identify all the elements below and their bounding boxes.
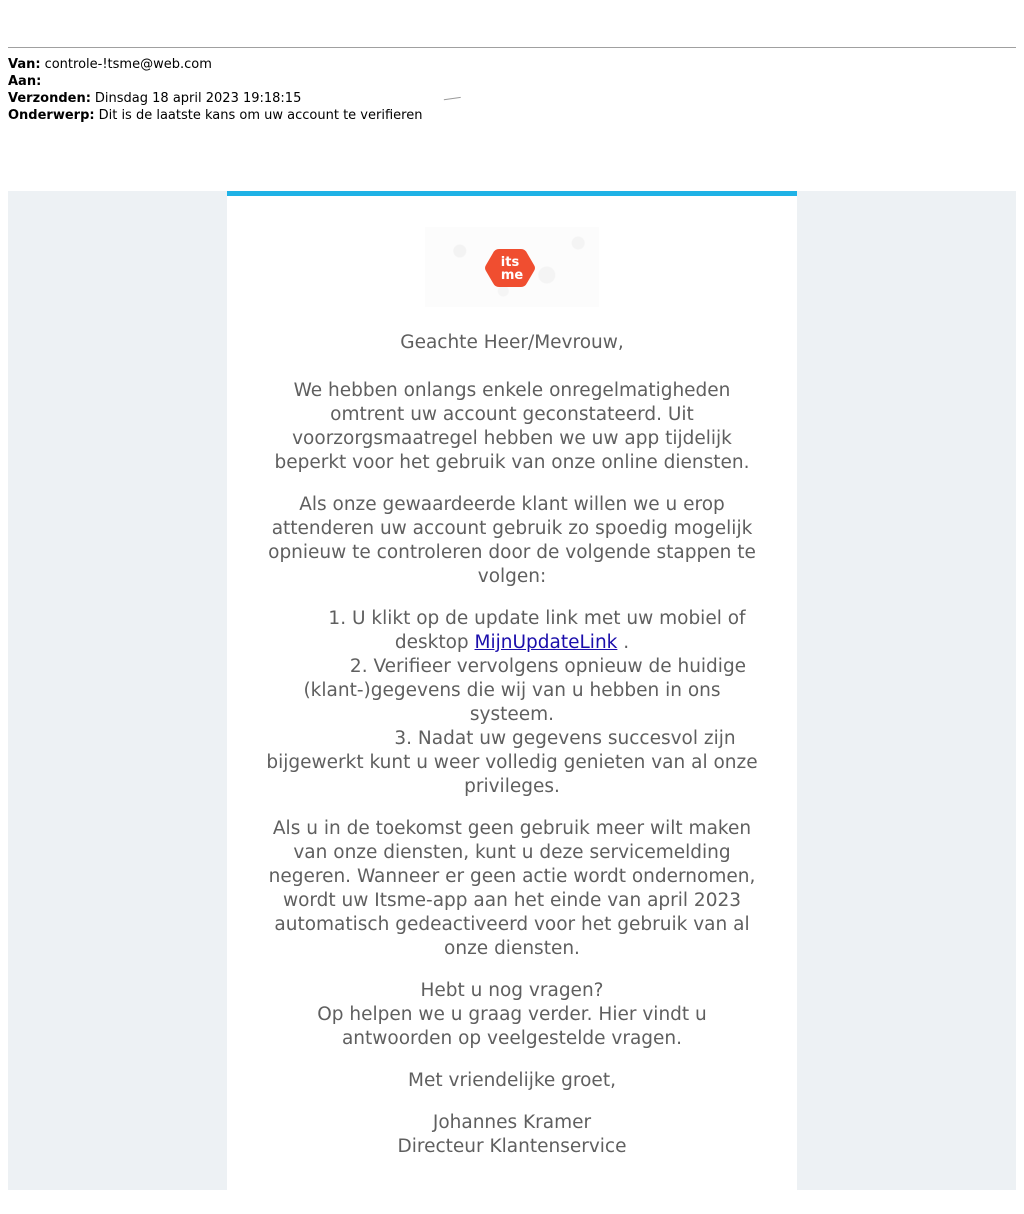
subject-row: [8, 107, 422, 124]
paragraph-irregularities: We hebben onlangs enkele onregelmatigheden omtrent uw account geconstateerd. Uit voorzorgsmaatregel hebben we uw app tijdelijk beperkt voor het gebruik van onze online diensten.: [274, 380, 750, 473]
sent-label: Verzonden:: [8, 91, 91, 106]
from-value[interactable]: controle-!tsme@web.com: [44, 57, 212, 72]
help-line: Op helpen we u graag verder. Hier vindt u antwoorden op veelgestelde vragen.: [317, 1004, 707, 1049]
step-1-line: 1. U klikt op de update link met uw mobiel of: [328, 608, 746, 629]
sent-row: [8, 90, 422, 107]
step-3-line: 3. Nadat uw gegevens succesvol zijn: [394, 728, 736, 749]
email-card: [227, 191, 797, 1190]
email-body-background: [8, 191, 1016, 1190]
logo-text-top: its: [500, 255, 520, 270]
from-row: [8, 56, 422, 73]
step-1-suffix: .: [617, 632, 630, 653]
to-row: [8, 73, 422, 90]
steps-list: [227, 607, 797, 799]
logo-area: [425, 227, 599, 307]
step-1-prefix: desktop: [394, 632, 475, 653]
signer-title: Directeur Klantenservice: [397, 1136, 627, 1157]
recipient-redaction-mark: [444, 97, 461, 103]
from-label: Van:: [8, 57, 41, 72]
subject-label: Onderwerp:: [8, 108, 95, 123]
paragraph-deactivation: Als u in de toekomst geen gebruik meer wilt maken van onze diensten, kunt u deze servicemelding negeren. Wanneer er geen actie wordt ondernomen, wordt uw Itsme-app aan het einde van april 2023 automatisch gedeactiveerd voor het gebruik van al onze diensten.: [268, 818, 756, 959]
step-1-link-line: [257, 631, 767, 655]
sent-value: Dinsdag 18 april 2023 19:18:15: [94, 91, 302, 106]
question-line: Hebt u nog vragen?: [420, 980, 604, 1001]
paragraph-instructions: Als onze gewaardeerde klant willen we u erop attenderen uw account gebruik zo spoedig mogelijk opnieuw te controleren door de volgende stappen te volgen:: [268, 494, 756, 587]
step-3-rest: bijgewerkt kunt u weer volledig genieten van al onze privileges.: [266, 752, 758, 797]
step-2-line: 2. Verifieer vervolgens opnieuw de huidige: [349, 656, 747, 677]
signer-name: Johannes Kramer: [432, 1112, 592, 1133]
to-label: Aan:: [8, 74, 42, 89]
itsme-logo-icon: [485, 247, 535, 289]
subject-value: Dit is de laatste kans om uw account te verifieren: [98, 108, 423, 123]
closing-line: Met vriendelijke groet,: [408, 1070, 616, 1091]
logo-text-bottom: me: [500, 268, 524, 283]
message-content: [227, 331, 797, 1159]
header-divider: [8, 47, 1016, 48]
step-2-rest: (klant-)gegevens die wij van u hebben in ons systeem.: [303, 680, 721, 725]
update-link[interactable]: MijnUpdateLink: [474, 632, 618, 653]
email-header: [8, 56, 422, 124]
greeting: Geachte Heer/Mevrouw,: [400, 332, 624, 353]
